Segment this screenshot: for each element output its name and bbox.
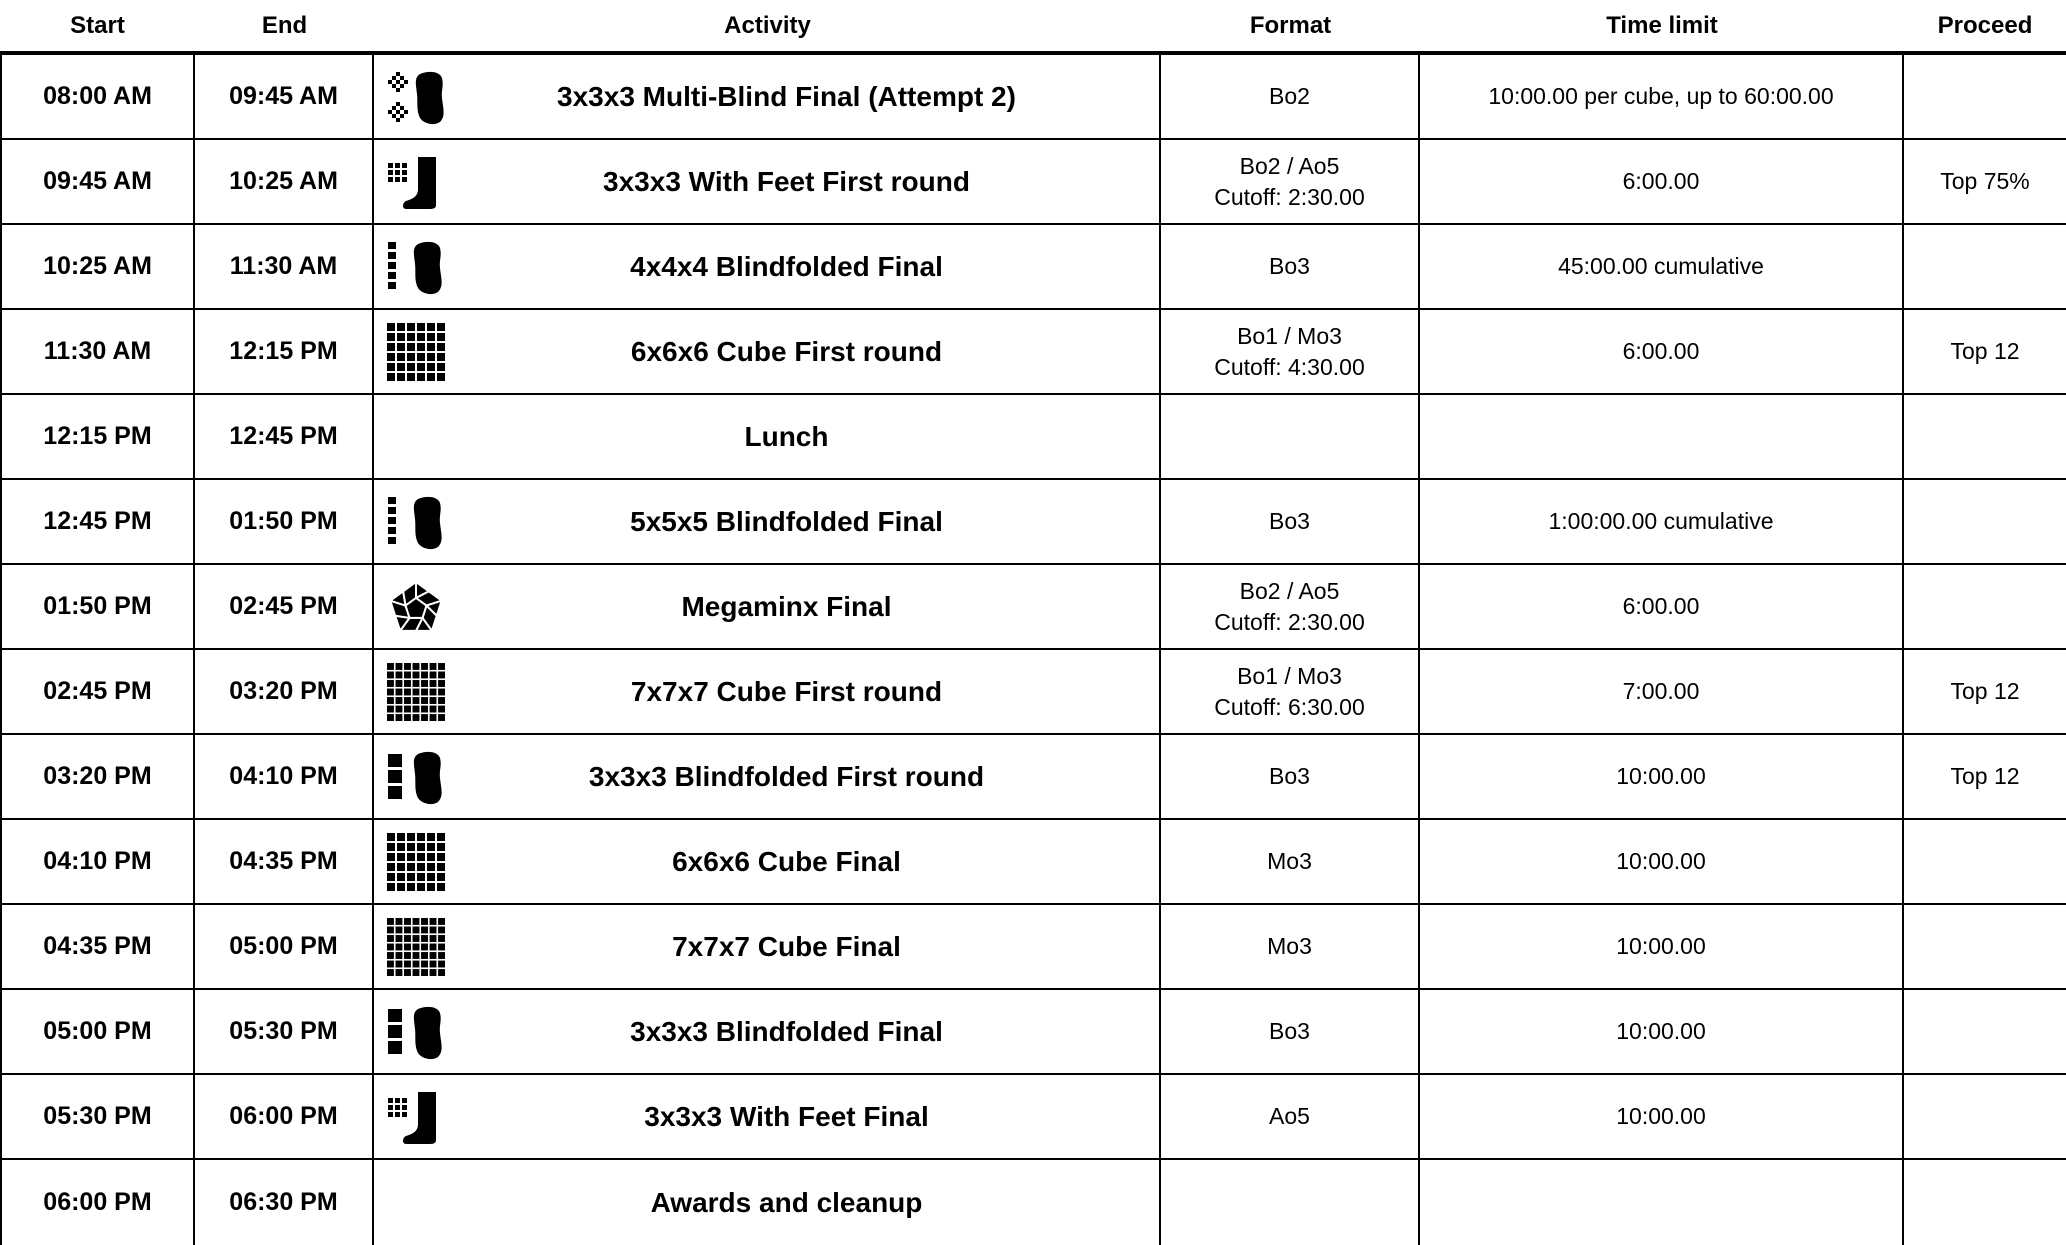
end-time: 02:45 PM (195, 565, 374, 648)
table-row (0, 480, 2066, 565)
table-row (0, 1160, 2066, 1245)
activity-cell (374, 480, 1161, 563)
activity-name: 7x7x7 Cube First round (630, 675, 943, 707)
activity-name: 3x3x3 Blindfolded Final (630, 1015, 943, 1047)
activity-name: 3x3x3 Blindfolded First round (588, 760, 985, 792)
table-row (0, 905, 2066, 990)
format-cell (1161, 140, 1420, 223)
activity-cell (374, 650, 1161, 733)
time-limit: 10:00.00 (1420, 990, 1904, 1073)
blindfolded-3x3-icon (384, 748, 448, 806)
start-time: 05:30 PM (0, 1075, 195, 1158)
start-time: 12:45 PM (0, 480, 195, 563)
activity-cell (374, 395, 1161, 478)
time-limit (1420, 1160, 1904, 1245)
format-cell (1161, 55, 1420, 138)
activity-cell (374, 820, 1161, 903)
format-cell (1161, 565, 1420, 648)
table-row (0, 820, 2066, 905)
format-line: Cutoff: 2:30.00 (1214, 183, 1365, 210)
start-time: 04:10 PM (0, 820, 195, 903)
header-start: Start (70, 11, 125, 39)
end-time: 01:50 PM (195, 480, 374, 563)
proceed (1904, 480, 2066, 563)
activity-name: 3x3x3 Multi-Blind Final (Attempt 2) (557, 80, 1016, 112)
header-time-limit: Time limit (1606, 11, 1718, 39)
table-row (0, 140, 2066, 225)
format-cell (1161, 395, 1420, 478)
format-cell (1161, 905, 1420, 988)
activity-cell (374, 1160, 1161, 1245)
cube-7x7-icon (384, 663, 448, 721)
proceed: Top 75% (1940, 168, 2030, 194)
table-body (0, 55, 2066, 1245)
time-limit: 10:00.00 (1420, 820, 1904, 903)
activity-cell (374, 1075, 1161, 1158)
start-time: 06:00 PM (0, 1160, 195, 1245)
format-cell (1161, 480, 1420, 563)
format-cell (1161, 310, 1420, 393)
format-line: Cutoff: 6:30.00 (1214, 693, 1365, 720)
proceed (1904, 1160, 2066, 1245)
proceed (1904, 225, 2066, 308)
format-line: Bo3 (1269, 253, 1310, 279)
table-row (0, 395, 2066, 480)
header-format: Format (1249, 11, 1332, 39)
proceed (1904, 820, 2066, 903)
cube-6x6-icon (384, 323, 448, 381)
format-line: Cutoff: 4:30.00 (1214, 353, 1365, 380)
proceed (1904, 1075, 2066, 1158)
table-row (0, 650, 2066, 735)
table-row (0, 565, 2066, 650)
start-time: 03:20 PM (0, 735, 195, 818)
header-activity: Activity (724, 11, 811, 39)
format-cell (1161, 735, 1420, 818)
activity-name: 3x3x3 With Feet Final (644, 1100, 929, 1132)
activity-cell (374, 310, 1161, 393)
format-line: Bo1 / Mo3 (1237, 662, 1342, 689)
activity-name: 6x6x6 Cube First round (630, 335, 943, 367)
table-row (0, 310, 2066, 395)
format-cell (1161, 225, 1420, 308)
proceed (1904, 395, 2066, 478)
cube-6x6-icon (384, 833, 448, 891)
end-time: 04:10 PM (195, 735, 374, 818)
format-cell (1161, 820, 1420, 903)
activity-name: 6x6x6 Cube Final (672, 845, 901, 877)
end-time: 05:30 PM (195, 990, 374, 1073)
format-cell (1161, 650, 1420, 733)
format-line: Cutoff: 2:30.00 (1214, 608, 1365, 635)
activity-cell (374, 55, 1161, 138)
proceed (1904, 565, 2066, 648)
table-header (0, 0, 2066, 55)
cube-7x7-icon (384, 918, 448, 976)
activity-cell (374, 990, 1161, 1073)
format-line: Ao5 (1269, 1103, 1310, 1129)
end-time: 04:35 PM (195, 820, 374, 903)
start-time: 01:50 PM (0, 565, 195, 648)
format-line: Bo2 / Ao5 (1239, 152, 1340, 179)
blindfolded-5x5-icon (384, 493, 448, 551)
end-time: 06:30 PM (195, 1160, 374, 1245)
format-cell (1161, 1075, 1420, 1158)
header-proceed: Proceed (1937, 11, 2033, 39)
end-time: 06:00 PM (195, 1075, 374, 1158)
time-limit (1420, 395, 1904, 478)
time-limit: 10:00.00 per cube, up to 60:00.00 (1420, 55, 1904, 138)
format-line: Bo3 (1269, 508, 1310, 534)
start-time: 08:00 AM (0, 55, 195, 138)
activity-name: Megaminx Final (681, 590, 892, 622)
activity-name: 3x3x3 With Feet First round (603, 165, 970, 197)
format-line: Bo1 / Mo3 (1237, 322, 1342, 349)
format-line: Bo2 / Ao5 (1239, 577, 1340, 604)
end-time: 09:45 AM (195, 55, 374, 138)
proceed (1904, 55, 2066, 138)
table-row (0, 990, 2066, 1075)
time-limit: 7:00.00 (1420, 650, 1904, 733)
start-time: 02:45 PM (0, 650, 195, 733)
start-time: 11:30 AM (0, 310, 195, 393)
end-time: 05:00 PM (195, 905, 374, 988)
activity-name: 4x4x4 Blindfolded Final (630, 250, 943, 282)
format-line: Bo2 (1269, 83, 1310, 109)
activity-cell (374, 735, 1161, 818)
time-limit: 10:00.00 (1420, 905, 1904, 988)
blindfolded-4x4-icon (384, 238, 448, 296)
proceed (1904, 990, 2066, 1073)
proceed: Top 12 (1950, 678, 2020, 704)
activity-name: Lunch (744, 420, 829, 452)
activity-name: 7x7x7 Cube Final (672, 930, 901, 962)
start-time: 04:35 PM (0, 905, 195, 988)
time-limit: 6:00.00 (1420, 565, 1904, 648)
activity-cell (374, 905, 1161, 988)
format-cell (1161, 1160, 1420, 1245)
time-limit: 10:00.00 (1420, 735, 1904, 818)
end-time: 03:20 PM (195, 650, 374, 733)
start-time: 05:00 PM (0, 990, 195, 1073)
blindfolded-3x3-icon (384, 1003, 448, 1061)
time-limit: 6:00.00 (1420, 140, 1904, 223)
proceed: Top 12 (1950, 338, 2020, 364)
start-time: 10:25 AM (0, 225, 195, 308)
megaminx-icon (384, 578, 448, 636)
feet-icon (384, 153, 448, 211)
activity-name: 5x5x5 Blindfolded Final (630, 505, 943, 537)
end-time: 12:45 PM (195, 395, 374, 478)
activity-name: Awards and cleanup (650, 1186, 923, 1218)
end-time: 11:30 AM (195, 225, 374, 308)
multiblind-icon (384, 68, 448, 126)
start-time: 12:15 PM (0, 395, 195, 478)
time-limit: 45:00.00 cumulative (1420, 225, 1904, 308)
end-time: 10:25 AM (195, 140, 374, 223)
start-time: 09:45 AM (0, 140, 195, 223)
activity-cell (374, 565, 1161, 648)
table-row (0, 225, 2066, 310)
format-cell (1161, 990, 1420, 1073)
end-time: 12:15 PM (195, 310, 374, 393)
table-row (0, 735, 2066, 820)
activity-cell (374, 140, 1161, 223)
table-row (0, 55, 2066, 140)
activity-cell (374, 225, 1161, 308)
format-line: Mo3 (1267, 933, 1312, 959)
proceed: Top 12 (1950, 763, 2020, 789)
time-limit: 10:00.00 (1420, 1075, 1904, 1158)
proceed (1904, 905, 2066, 988)
time-limit: 1:00:00.00 cumulative (1420, 480, 1904, 563)
time-limit: 6:00.00 (1420, 310, 1904, 393)
format-line: Bo3 (1269, 763, 1310, 789)
header-end: End (261, 11, 308, 39)
format-line: Mo3 (1267, 848, 1312, 874)
feet-icon (384, 1088, 448, 1146)
format-line: Bo3 (1269, 1018, 1310, 1044)
table-row (0, 1075, 2066, 1160)
